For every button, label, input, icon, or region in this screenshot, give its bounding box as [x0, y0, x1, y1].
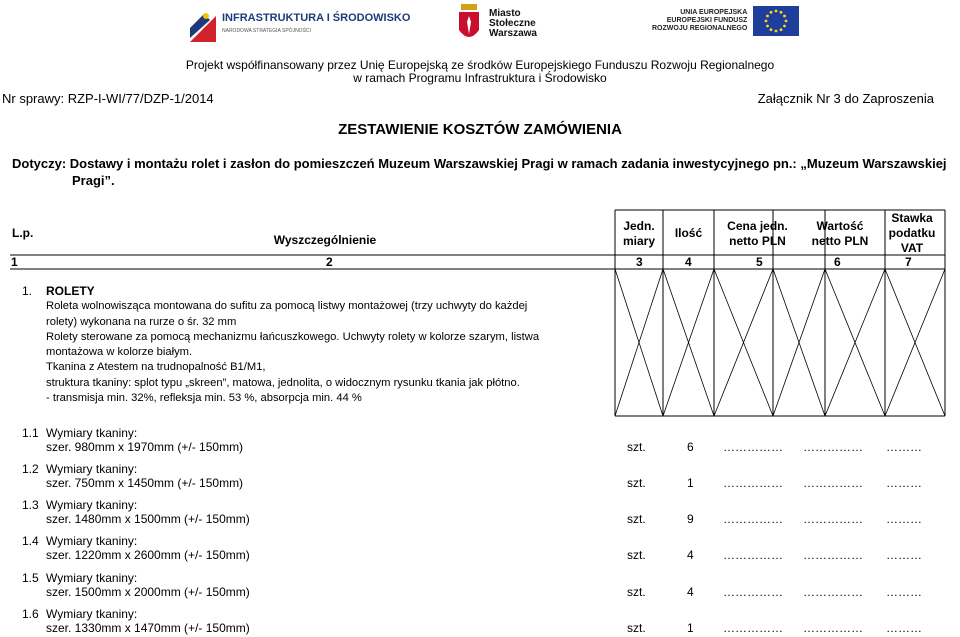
col-header-unit-price-line1: Cena jedn. — [727, 219, 788, 233]
subject-line-2: Pragi”. — [72, 173, 115, 188]
col-header-unit-price — [714, 219, 801, 249]
item-value-field[interactable]: …………… — [803, 440, 863, 454]
item-label: Wymiary tkaniny: — [46, 426, 138, 440]
col-header-unit-line2: miary — [622, 234, 656, 248]
col-header-unit-price-line2: netto PLN — [729, 234, 786, 248]
col-number-7: 7 — [905, 255, 912, 269]
section-line-4: montażowa w kolorze białym. — [46, 346, 193, 359]
section-line-2: rolety) wykonana na rurze o śr. 32 mm — [46, 315, 237, 328]
section-line-3: Rolety sterowane za pomocą mechanizmu łańcuszkowego. Uchwyty rolety w kolorze szarym, listwa — [46, 330, 540, 343]
item-price-field[interactable]: …………… — [723, 476, 783, 490]
item-vat-field[interactable]: ……… — [886, 548, 922, 562]
infrastruktura-logo-subtext: NARODOWA STRATEGIA SPÓJNOŚCI — [222, 28, 311, 34]
item-number: 1.5 — [22, 571, 39, 585]
section-description — [46, 284, 613, 406]
col-header-lp: L.p. — [12, 226, 34, 240]
item-label: Wymiary tkaniny: — [46, 462, 138, 476]
section-line-7: - transmisja min. 32%, refleksja min. 53 %, absorpcja min. 44 % — [46, 392, 362, 405]
case-number: Nr sprawy: RZP-I-WI/77/DZP-1/2014 — [2, 91, 214, 106]
section-line-6: struktura tkaniny: splot typu „skreen”, matowa, jednolita, o widocznym rysunku tkania jak płótno. — [46, 376, 520, 389]
col-header-unit-line1: Jedn. — [623, 219, 655, 233]
col-header-vat-line1: Stawka — [891, 211, 933, 225]
item-size: szer. 1500mm x 2000mm (+/- 150mm) — [46, 585, 250, 599]
item-number: 1.2 — [22, 462, 39, 476]
col-header-description: Wyszczególnienie — [273, 233, 377, 247]
item-unit: szt. — [627, 512, 646, 526]
eu-logo-line2: EUROPEJSKI FUNDUSZ — [666, 17, 748, 24]
item-size: szer. 1480mm x 1500mm (+/- 150mm) — [46, 512, 250, 526]
item-unit: szt. — [627, 621, 646, 635]
col-header-value — [801, 219, 879, 249]
item-unit: szt. — [627, 440, 646, 454]
item-price-field[interactable]: …………… — [723, 548, 783, 562]
cofinance-line-1: Projekt współfinansowany przez Unię Europejską ze środków Europejskiego Funduszu Rozwoju Regionalnego — [185, 58, 775, 72]
item-price-field[interactable]: …………… — [723, 512, 783, 526]
section-line-5: Tkanina z Atestem na trudnopalność B1/M1, — [46, 361, 266, 374]
eu-logo-line1: UNIA EUROPEJSKA — [680, 9, 748, 16]
item-unit: szt. — [627, 585, 646, 599]
col-header-vat-line2: podatku — [888, 226, 936, 240]
item-size: szer. 980mm x 1970mm (+/- 150mm) — [46, 440, 244, 454]
section-number: 1. — [22, 284, 33, 298]
item-value-field[interactable]: …………… — [803, 548, 863, 562]
item-qty: 4 — [687, 585, 694, 599]
section-line-1: Roleta wolnowisząca montowana do sufitu za pomocą listwy montażowej (trzy uchwyty do każdej — [46, 300, 528, 313]
item-vat-field[interactable]: ……… — [886, 440, 922, 454]
col-number-3: 3 — [636, 255, 643, 269]
item-vat-field[interactable]: ……… — [886, 585, 922, 599]
item-value-field[interactable]: …………… — [803, 585, 863, 599]
item-size: szer. 750mm x 1450mm (+/- 150mm) — [46, 476, 244, 490]
item-size: szer. 1220mm x 2600mm (+/- 150mm) — [46, 548, 250, 562]
warszawa-logo-line2: Stołeczne — [489, 18, 536, 29]
item-number: 1.1 — [22, 426, 39, 440]
item-unit: szt. — [627, 548, 646, 562]
item-number: 1.4 — [22, 534, 39, 548]
section-title: ROLETY — [46, 284, 95, 298]
item-qty: 6 — [687, 440, 694, 454]
col-header-value-line1: Wartość — [816, 219, 864, 233]
item-qty: 1 — [687, 476, 694, 490]
item-qty: 1 — [687, 621, 694, 635]
eu-logo-line3: ROZWOJU REGIONALNEGO — [652, 25, 748, 32]
item-label: Wymiary tkaniny: — [46, 498, 138, 512]
item-value-field[interactable]: …………… — [803, 476, 863, 490]
col-number-5: 5 — [756, 255, 763, 269]
item-vat-field[interactable]: ……… — [886, 476, 922, 490]
item-vat-field[interactable]: ……… — [886, 512, 922, 526]
col-number-1: 1 — [11, 255, 18, 269]
item-label: Wymiary tkaniny: — [46, 571, 138, 585]
col-number-2: 2 — [326, 255, 333, 269]
item-label: Wymiary tkaniny: — [46, 534, 138, 548]
item-qty: 9 — [687, 512, 694, 526]
col-header-qty: Ilość — [674, 226, 703, 240]
warszawa-logo-line1: Miasto — [489, 8, 521, 19]
item-vat-field[interactable]: ……… — [886, 621, 922, 635]
infrastruktura-logo-text: INFRASTRUKTURA I ŚRODOWISKO — [222, 12, 411, 24]
item-price-field[interactable]: …………… — [723, 621, 783, 635]
cofinance-line-2: w ramach Programu Infrastruktura i Środowisko — [353, 71, 607, 85]
item-qty: 4 — [687, 548, 694, 562]
item-value-field[interactable]: …………… — [803, 621, 863, 635]
attachment-label: Załącznik Nr 3 do Zaproszenia — [757, 91, 934, 106]
col-header-vat-line3: VAT — [900, 241, 924, 255]
item-size: szer. 1330mm x 1470mm (+/- 150mm) — [46, 621, 250, 635]
col-header-unit — [615, 219, 663, 249]
item-price-field[interactable]: …………… — [723, 440, 783, 454]
col-number-4: 4 — [685, 255, 692, 269]
subject-line-1: Dotyczy: Dostawy i montażu rolet i zasłon do pomieszczeń Muzeum Warszawskiej Pragi w ramach zadania inwestycyjnego pn.: „Muzeum Warszawskiej — [12, 156, 947, 171]
col-header-vat — [879, 211, 945, 256]
document-title: ZESTAWIENIE KOSZTÓW ZAMÓWIENIA — [338, 121, 622, 138]
col-number-6: 6 — [834, 255, 841, 269]
item-price-field[interactable]: …………… — [723, 585, 783, 599]
warszawa-logo-line3: Warszawa — [489, 28, 537, 39]
col-header-value-line2: netto PLN — [811, 234, 869, 248]
item-number: 1.3 — [22, 498, 39, 512]
item-unit: szt. — [627, 476, 646, 490]
item-label: Wymiary tkaniny: — [46, 607, 138, 621]
item-value-field[interactable]: …………… — [803, 512, 863, 526]
item-number: 1.6 — [22, 607, 39, 621]
